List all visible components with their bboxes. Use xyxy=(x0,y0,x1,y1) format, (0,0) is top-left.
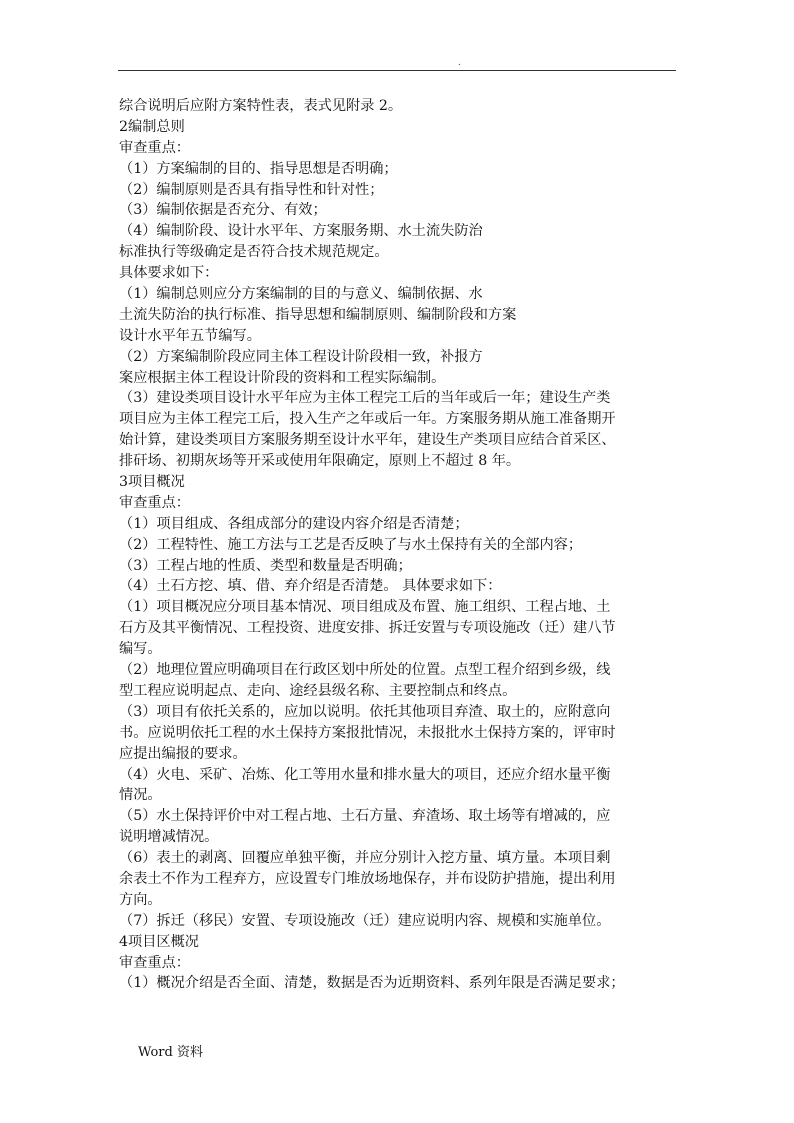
text-line: （5）水土保持评价中对工程占地、土石方量、弃渣场、取土场等有增减的，应 xyxy=(119,808,611,825)
text-line: （3）工程占地的性质、类型和数量是否明确； xyxy=(119,557,412,574)
text-line: 4项目区概况 xyxy=(119,933,199,950)
text-line: （7）拆迁（移民）安置、专项设施改（迁）建应说明内容、规模和实施单位。 xyxy=(119,912,611,929)
header-rule xyxy=(118,70,676,71)
text-line: 始计算，建设类项目方案服务期至设计水平年，建设生产类项目应结合首采区、 xyxy=(119,432,616,449)
text-line: （4）编制阶段、设计水平年、方案服务期、水土流失防治 xyxy=(119,223,483,240)
text-line: 余表土不作为工程弃方，应设置专门堆放场地保存，并布设防护措施，提出利用 xyxy=(119,870,616,887)
text-line: 书。应说明依托工程的水土保持方案报批情况，未报批水土保持方案的，评审时 xyxy=(119,724,616,741)
text-line: （2）方案编制阶段应同主体工程设计阶段相一致，补报方 xyxy=(119,348,483,365)
text-line: 应提出编报的要求。 xyxy=(119,745,247,762)
text-line: （4）土石方挖、填、借、弃介绍是否清楚。 具体要求如下： xyxy=(119,578,502,595)
text-line: 具体要求如下： xyxy=(119,265,219,282)
text-line: 编写。 xyxy=(119,641,162,658)
text-line: 情况。 xyxy=(119,787,162,804)
text-line: （1）编制总则应分方案编制的目的与意义、编制依据、水 xyxy=(119,286,483,303)
text-line: （3）建设类项目设计水平年应为主体工程完工后的当年或后一年；建设生产类 xyxy=(119,390,611,407)
text-line: 案应根据主体工程设计阶段的资料和工程实际编制。 xyxy=(119,369,446,386)
text-line: 审查重点： xyxy=(119,954,190,971)
header-mark: . xyxy=(458,58,461,68)
text-line: 设计水平年五节编写。 xyxy=(119,327,261,344)
text-line: （2）工程特性、施工方法与工艺是否反映了与水土保持有关的全部内容； xyxy=(119,536,583,553)
text-line: 石方及其平衡情况、工程投资、进度安排、拆迁安置与专项设施改（迁）建八节 xyxy=(119,620,616,637)
text-line: （2）地理位置应明确项目在行政区划中所处的位置。点型工程介绍到乡级，线 xyxy=(119,662,611,679)
text-line: 3项目概况 xyxy=(119,474,185,491)
text-line: 型工程应说明起点、走向、途经县级名称、主要控制点和终点。 xyxy=(119,682,517,699)
text-line: （1）概况介绍是否全面、清楚，数据是否为近期资料、系列年限是否满足要求； xyxy=(119,975,625,992)
text-line: （1）项目组成、各组成部分的建设内容介绍是否清楚； xyxy=(119,515,469,532)
text-line: （1）项目概况应分项目基本情况、项目组成及布置、施工组织、工程占地、土 xyxy=(119,599,611,616)
text-line: 2编制总则 xyxy=(119,118,185,135)
text-line: （3）项目有依托关系的，应加以说明。依托其他项目弃渣、取土的，应附意向 xyxy=(119,703,611,720)
text-line: （1）方案编制的目的、指导思想是否明确； xyxy=(119,160,398,177)
text-line: 方向。 xyxy=(119,891,162,908)
text-line: 综合说明后应附方案特性表，表式见附录 2。 xyxy=(119,98,403,114)
footer-label: Word 资料 xyxy=(138,1045,203,1060)
text-line: （4）火电、采矿、冶炼、化工等用水量和排水量大的项目，还应介绍水量平衡 xyxy=(119,766,611,783)
text-line: （3）编制依据是否充分、有效； xyxy=(119,202,327,219)
document-body xyxy=(119,96,679,994)
text-line: 审查重点： xyxy=(119,494,190,511)
text-line: （2）编制原则是否具有指导性和针对性； xyxy=(119,181,384,198)
text-line: （6）表土的剥离、回覆应单独平衡，并应分别计入挖方量、填方量。本项目剩 xyxy=(119,850,611,867)
text-line: 审查重点： xyxy=(119,139,190,156)
text-line: 排矸场、初期灰场等开采或使用年限确定，原则上不超过 8 年。 xyxy=(119,453,521,470)
text-line: 说明增减情况。 xyxy=(119,829,219,846)
text-line: 项目应为主体工程完工后，投入生产之年或后一年。方案服务期从施工准备期开 xyxy=(119,411,616,428)
text-line: 标准执行等级确定是否符合技术规范规定。 xyxy=(119,244,389,261)
text-line: 土流失防治的执行标准、指导思想和编制原则、编制阶段和方案 xyxy=(119,306,517,323)
